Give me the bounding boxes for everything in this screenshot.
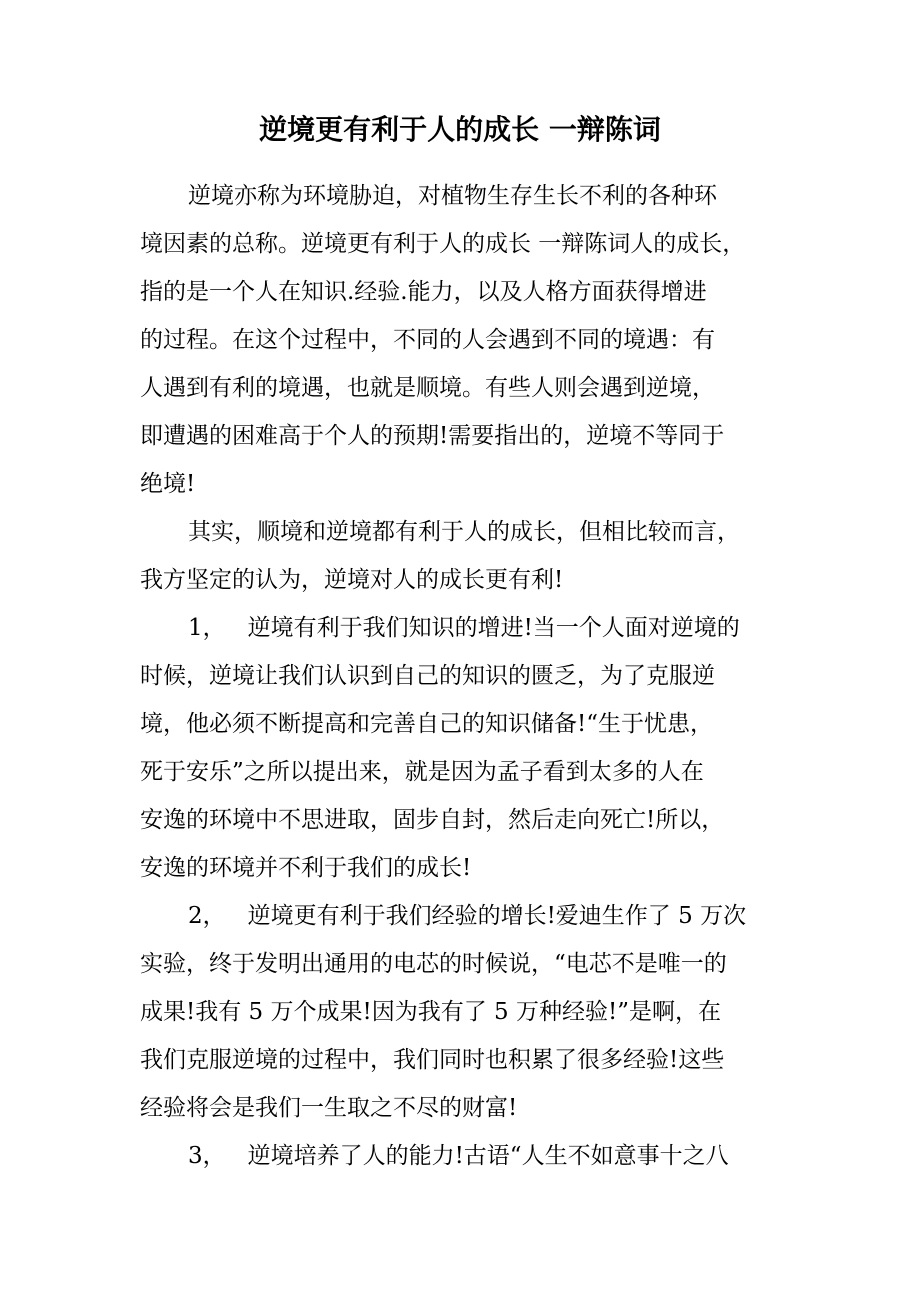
paragraph-point-2 bbox=[140, 892, 785, 1132]
text-line: 时候，逆境让我们认识到自己的知识的匮乏，为了克服逆 bbox=[140, 663, 715, 689]
document-body bbox=[140, 172, 785, 1180]
text-line: 1， 逆境有利于我们知识的增进!当一个人面对逆境的 bbox=[188, 615, 740, 641]
text-line: 实验，终于发明出通用的电芯的时候说，“电芯不是唯一的 bbox=[140, 951, 727, 977]
text-line: 其实，顺境和逆境都有利于人的成长，但相比较而言， bbox=[188, 519, 740, 545]
text-line: 安逸的环境中不思进取，固步自封，然后走向死亡!所以， bbox=[140, 807, 725, 833]
document-title: 逆境更有利于人的成长 一辩陈词 bbox=[259, 113, 661, 146]
text-line: 成果!我有 5 万个成果!因为我有了 5 万种经验!”是啊，在 bbox=[140, 999, 721, 1025]
text-line: 境，他必须不断提高和完善自己的知识储备!“生于忧患， bbox=[140, 711, 714, 737]
text-line: 死于安乐”之所以提出来，就是因为孟子看到太多的人在 bbox=[140, 759, 704, 785]
text-line: 安逸的环境并不利于我们的成长! bbox=[140, 855, 472, 881]
text-line: 指的是一个人在知识.经验.能力，以及人格方面获得增进 bbox=[140, 279, 707, 305]
text-line: 绝境! bbox=[140, 471, 196, 497]
text-line: 即遭遇的困难高于个人的预期!需要指出的，逆境不等同于 bbox=[140, 423, 725, 449]
paragraph-definition bbox=[140, 172, 785, 508]
text-line: 的过程。在这个过程中，不同的人会遇到不同的境遇：有 bbox=[140, 327, 715, 353]
text-line: 境因素的总称。逆境更有利于人的成长 一辩陈词人的成长， bbox=[140, 231, 746, 257]
paragraph-point-1 bbox=[140, 604, 785, 892]
text-line: 3， 逆境培养了人的能力!古语“人生不如意事十之八 bbox=[188, 1143, 729, 1169]
text-line: 人遇到有利的境遇，也就是顺境。有些人则会遇到逆境， bbox=[140, 375, 715, 401]
paragraph-position bbox=[140, 508, 785, 604]
text-line: 我方坚定的认为，逆境对人的成长更有利! bbox=[140, 567, 564, 593]
text-line: 逆境亦称为环境胁迫，对植物生存生长不利的各种环 bbox=[188, 183, 717, 209]
text-line: 经验将会是我们一生取之不尽的财富! bbox=[140, 1095, 518, 1121]
text-line: 2， 逆境更有利于我们经验的增长!爱迪生作了 5 万次 bbox=[188, 903, 747, 929]
paragraph-point-3 bbox=[140, 1132, 785, 1180]
text-line: 我们克服逆境的过程中，我们同时也积累了很多经验!这些 bbox=[140, 1047, 725, 1073]
